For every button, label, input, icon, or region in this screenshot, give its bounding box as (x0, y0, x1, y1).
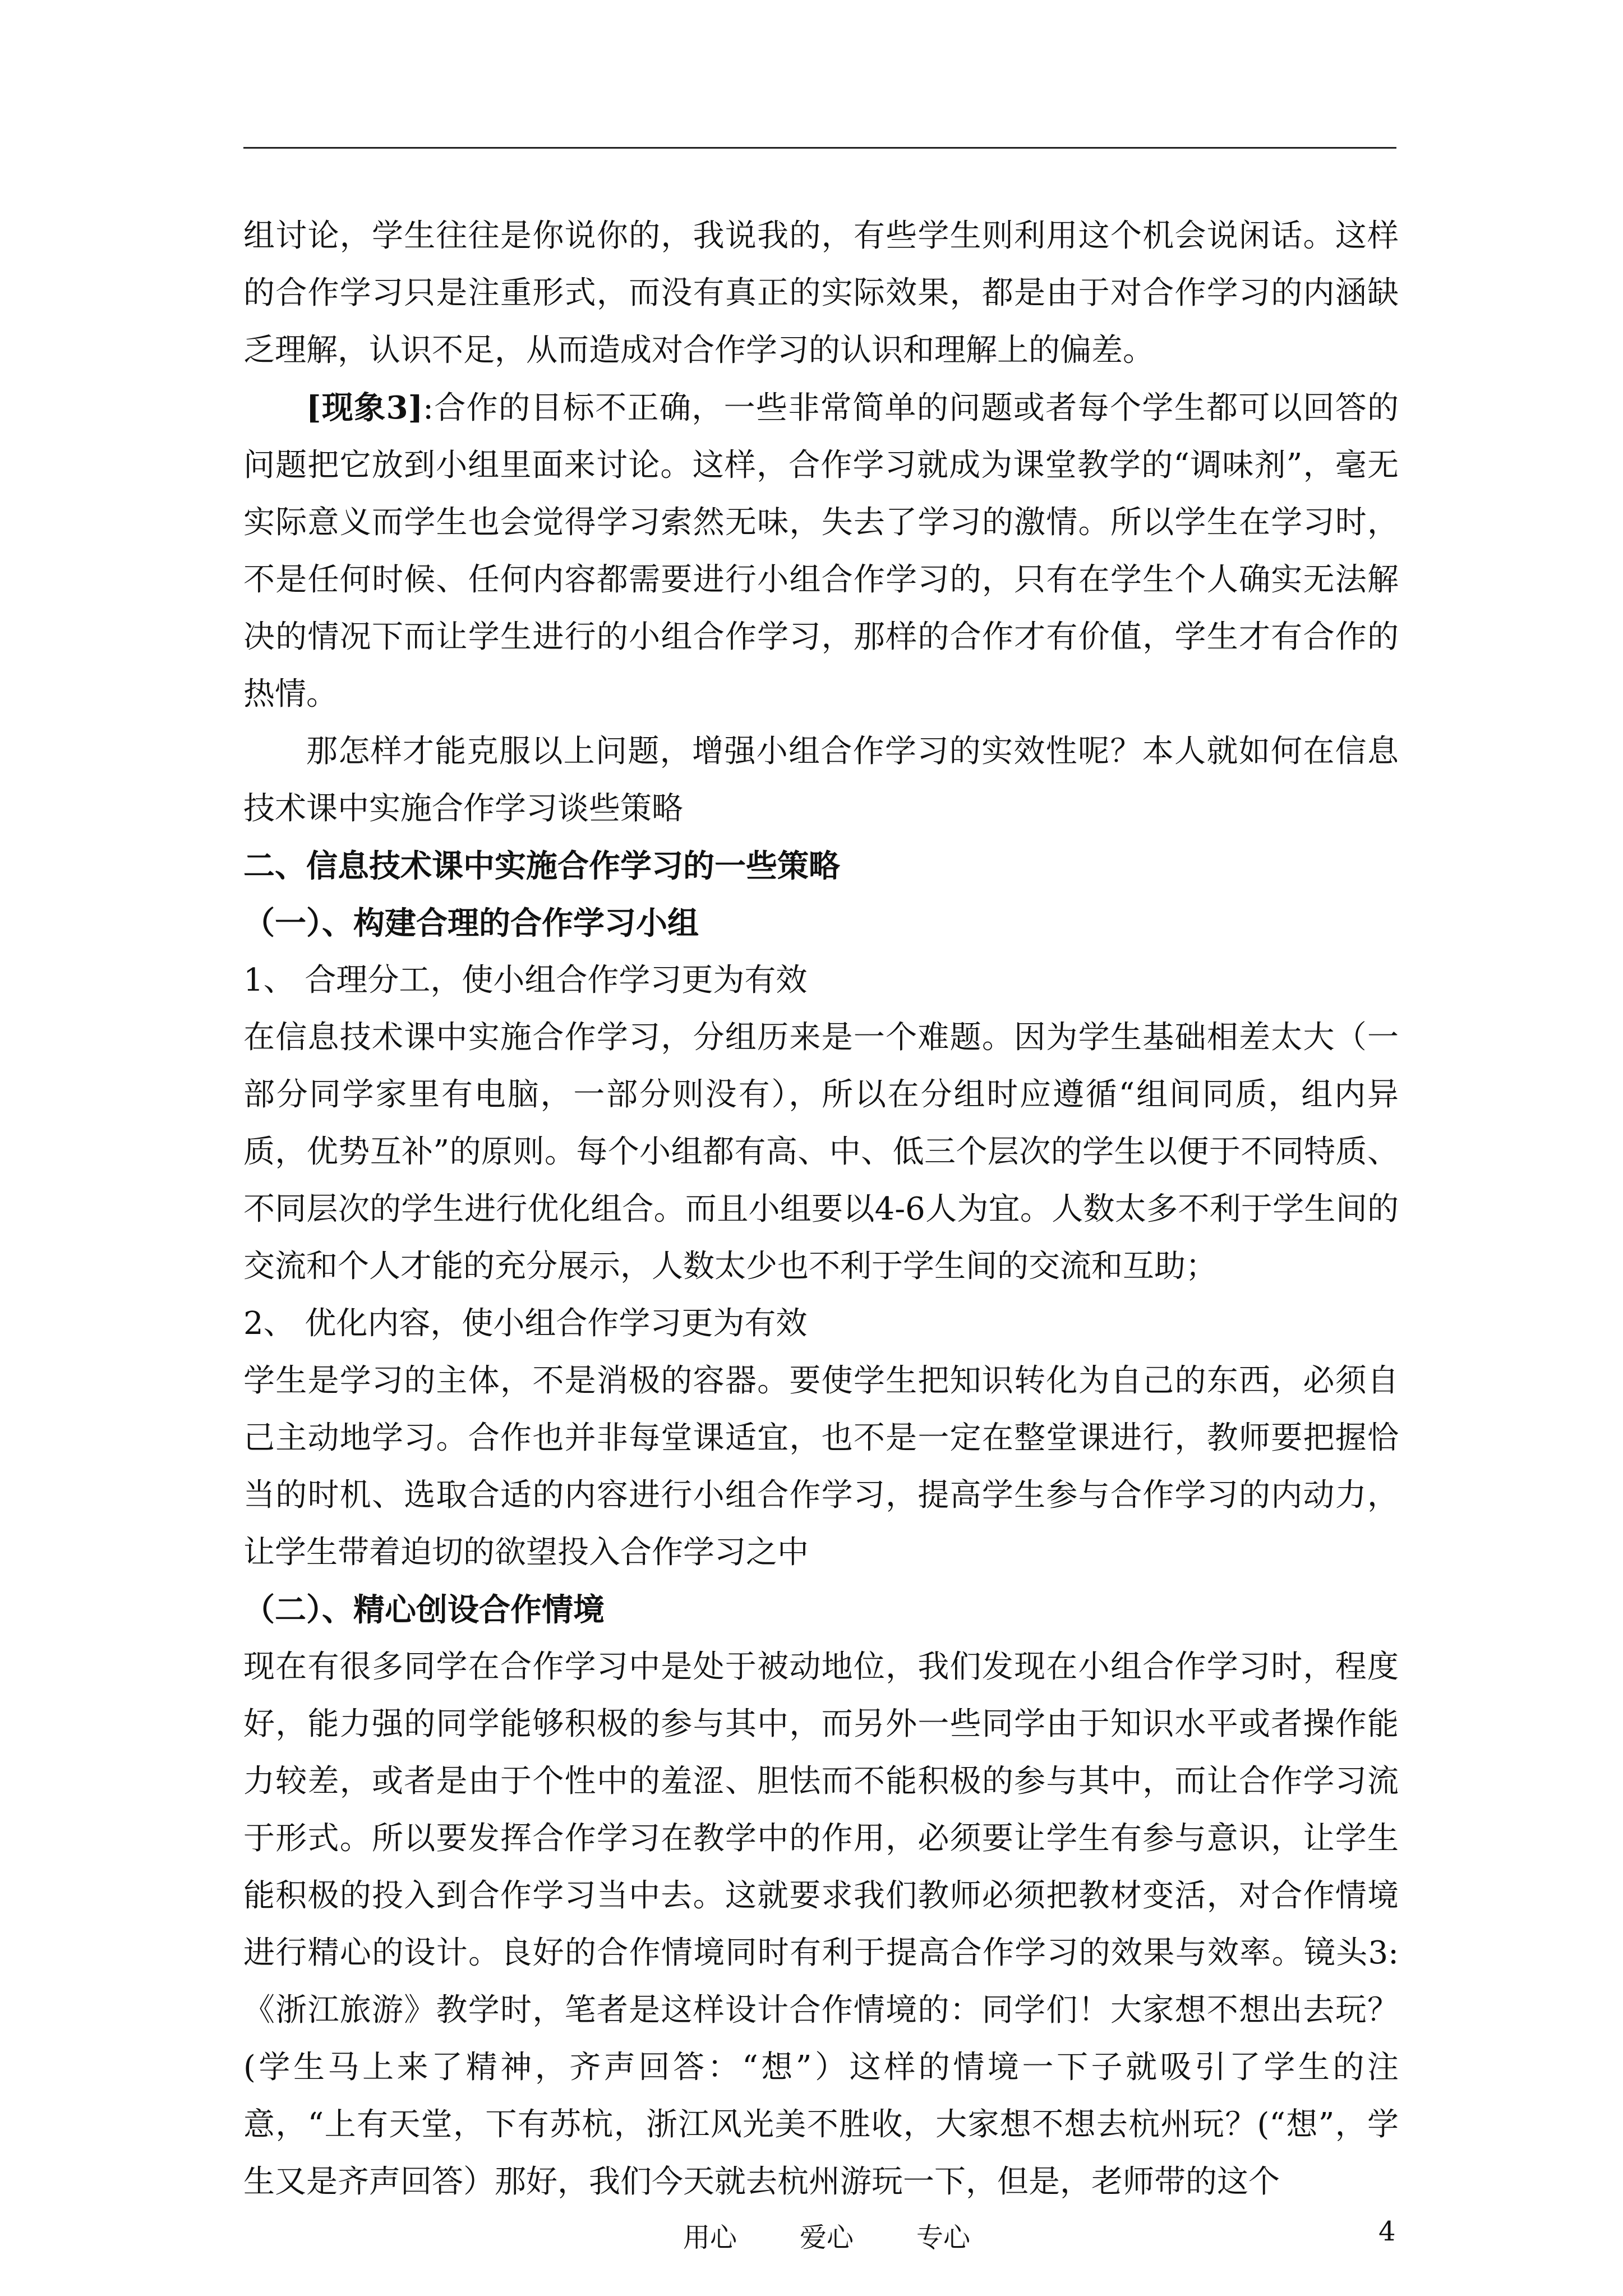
paragraph: 现在有很多同学在合作学习中是处于被动地位，我们发现在小组合作学习时，程度好，能力强的同学能够积极的参与其中，而另外一些同学由于知识水平或者操作能力较差，或者是由于个性中的羞涩、胆怯而不能积极的参与其中，而让合作学习流于形式。所以要发挥合作学习在教学中的作用，必须要让学生有参与意识，让学生能积极的投入到合作学习当中去。这就要求我们教师必须把教材变活，对合作情境进行精心的设计。良好的合作情境同时有利于提高合作学习的效果与效率。镜头3:《浙江旅游》教学时，笔者是这样设计合作情境的：同学们！大家想不想出去玩？(学生马上来了精神，齐声回答：“想”）这样的情境一下子就吸引了学生的注意，“上有天堂，下有苏杭，浙江风光美不胜收，大家想不想去杭州玩？(“想”，学生又是齐声回答）那好，我们今天就去杭州游玩一下，但是，老师带的这个 (243, 1649, 1399, 2200)
paragraph: 那怎样才能克服以上问题，增强小组合作学习的实效性呢？本人就如何在信息技术课中实施合作学习谈些策略 (243, 733, 1399, 827)
list-item-heading: 1、 合理分工，使小组合作学习更为有效 (243, 962, 808, 999)
paragraph: 学生是学习的主体，不是消极的容器。要使学生把知识转化为自己的东西，必须自己主动地学习。合作也并非每堂课适宜，也不是一定在整堂课进行，教师要把握恰当的时机、选取合适的内容进行小组合作学习，提高学生参与合作学习的内动力，让学生带着迫切的欲望投入合作学习之中 (243, 1363, 1399, 1571)
paragraph: 组讨论，学生往往是你说你的，我说我的，有些学生则利用这个机会说闲话。这样的合作学习只是注重形式，而没有真正的实际效果，都是由于对合作学习的内涵缺乏理解，认识不足，从而造成对合作学习的认识和理解上的偏差。 (243, 218, 1399, 369)
paragraph: 在信息技术课中实施合作学习，分组历来是一个难题。因为学生基础相差太大（一部分同学家里有电脑，一部分则没有），所以在分组时应遵循“组间同质，组内异质，优势互补”的原则。每个小组都有高、中、低三个层次的学生以便于不同特质、不同层次的学生进行优化组合。而且小组要以4-6人为宜。人数太多不利于学生间的交流和个人才能的充分展示，人数太少也不利于学生间的交流和互助； (243, 1019, 1399, 1285)
subsection-heading: （二）、精心创设合作情境 (243, 1591, 605, 1628)
page-footer (0, 2216, 1623, 2261)
paragraph-text: :合作的目标不正确，一些非常简单的问题或者每个学生都可以回答的问题把它放到小组里面来讨论。这样，合作学习就成为课堂教学的“调味剂”，毫无实际意义而学生也会觉得学习索然无味，失去了学习的激情。所以学生在学习时，不是任何时候、任何内容都需要进行小组合作学习的，只有在学生个人确实无法解决的情况下而让学生进行的小组合作学习，那样的合作才有价值，学生才有合作的热情。 (243, 390, 1399, 712)
section-heading: 二、信息技术课中实施合作学习的一些策略 (243, 848, 840, 885)
list-item-heading: 2、 优化内容，使小组合作学习更为有效 (243, 1305, 808, 1342)
footer-word: 爱心 (800, 2222, 854, 2253)
footer-word: 用心 (683, 2222, 737, 2253)
footer-motto (683, 2216, 1033, 2254)
footer-word: 专心 (916, 2222, 971, 2253)
page-number: 4 (1378, 2216, 1396, 2247)
subsection-heading: （一）、构建合理的合作学习小组 (243, 905, 699, 942)
header-rule (243, 147, 1396, 149)
phenomenon-label: [现象3] (306, 389, 423, 426)
document-body (243, 208, 1399, 2211)
paragraph-phenomenon-3 (243, 379, 1399, 723)
